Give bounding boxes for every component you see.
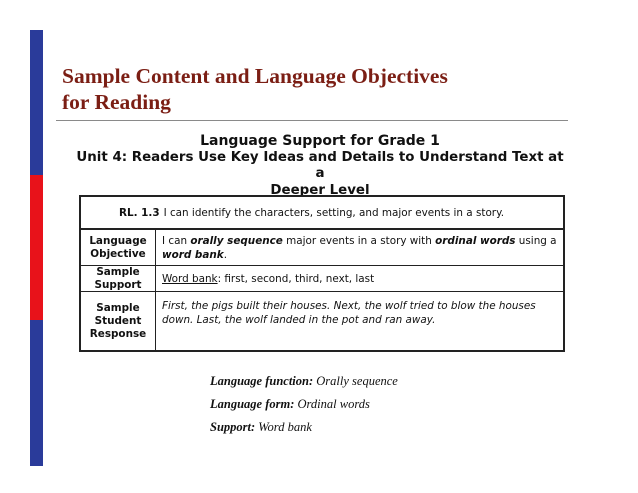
- row-label-sample-response: Sample Student Response: [81, 292, 156, 350]
- objective-text-3: using: [515, 234, 547, 247]
- note-value-support: Word bank: [255, 420, 312, 434]
- note-value-form: Ordinal words: [294, 397, 370, 411]
- note-value-function: Orally sequence: [313, 374, 398, 388]
- table-row-sample-response: [81, 292, 563, 350]
- accent-bar-blue-bottom: [30, 320, 43, 466]
- note-label-support: Support:: [210, 420, 256, 434]
- document-heading: [70, 133, 570, 199]
- slide-title-line-1: Sample Content and Language Objectives: [62, 64, 448, 88]
- standard-row: [81, 197, 563, 230]
- objective-emphasis-ordinal-words: ordinal words: [435, 234, 516, 247]
- document-heading-line-1: Language Support for Grade 1: [200, 133, 440, 149]
- word-bank-label: Word bank: [162, 272, 218, 285]
- slide-title-line-2: for Reading: [62, 90, 171, 114]
- objective-text-5: .: [223, 248, 227, 261]
- objective-text-4: a: [546, 234, 557, 247]
- accent-bar-blue-top: [30, 30, 43, 175]
- word-bank-words: : first, second, third, next, last: [217, 272, 375, 285]
- row-value-sample-response: First, the pigs built their houses. Next, the wolf tried to blow the houses down. Last, the wolf landed in the pot and ran away.: [162, 300, 536, 326]
- note-language-function: [210, 370, 530, 393]
- row-value-language-objective: [156, 230, 563, 265]
- objective-text-2: major events in a story with: [282, 234, 436, 247]
- objectives-table: [79, 195, 565, 352]
- objective-text-1: I can: [162, 234, 191, 247]
- table-row-language-objective: [81, 230, 563, 266]
- note-label-form: Language form:: [210, 397, 295, 411]
- objective-emphasis-orally-sequence: orally sequence: [190, 234, 283, 247]
- note-label-function: Language function:: [210, 374, 314, 388]
- note-language-form: [210, 393, 530, 416]
- row-label-sample-support: Sample Support: [81, 266, 156, 291]
- row-label-language-objective: Language Objective: [81, 230, 156, 265]
- row-value-sample-support: [156, 266, 563, 291]
- table-row-sample-support: [81, 266, 563, 292]
- standard-text: I can identify the characters, setting, and major events in a story.: [163, 206, 505, 219]
- objective-emphasis-word-bank: word bank: [162, 248, 224, 261]
- title-divider: [56, 120, 568, 121]
- standard-code: RL. 1.3: [119, 206, 160, 219]
- accent-bar-red: [30, 175, 43, 320]
- document-heading-line-2: Unit 4: Readers Use Key Ideas and Details to Understand Text at a: [76, 149, 564, 181]
- note-support: [210, 416, 530, 439]
- language-notes: [210, 370, 530, 439]
- slide-title: [62, 63, 562, 115]
- document-heading-line-3: Deeper Level: [270, 182, 370, 198]
